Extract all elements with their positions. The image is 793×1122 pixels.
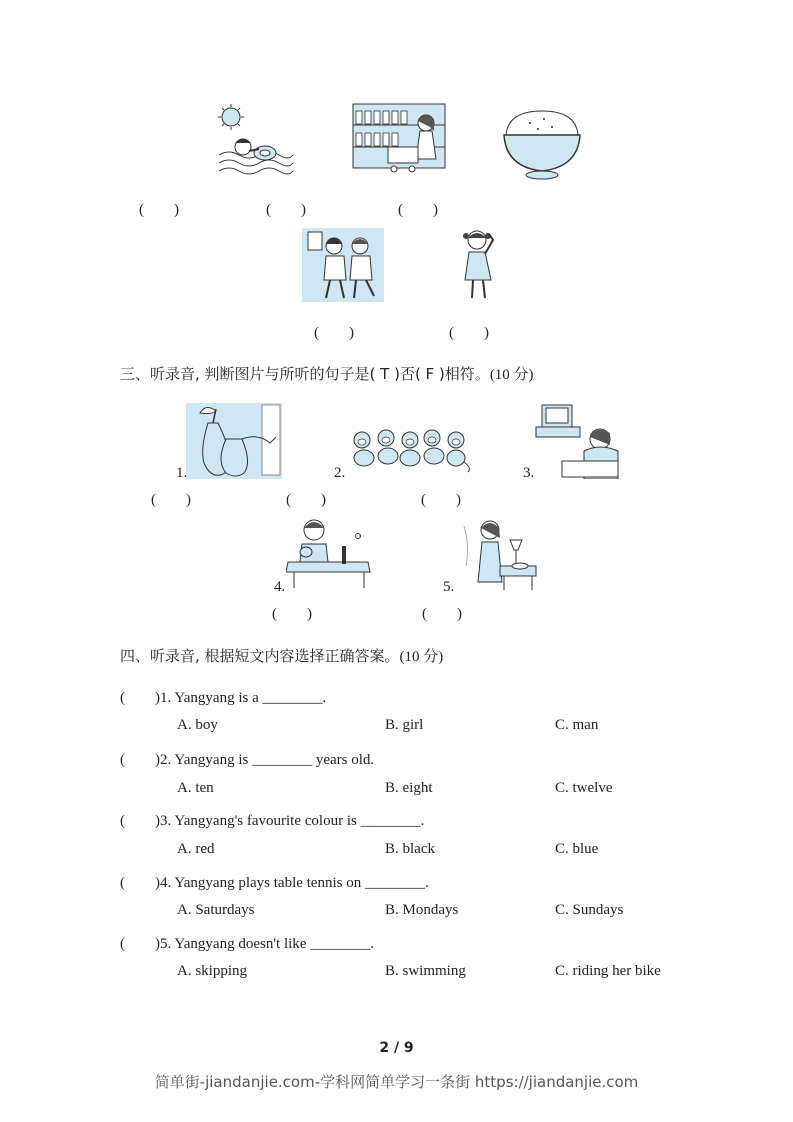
- answer-blank[interactable]: ( ): [272, 606, 312, 622]
- item-number: 5.: [443, 579, 455, 595]
- answer-blank[interactable]: ( ): [266, 202, 306, 218]
- option-b[interactable]: B. swimming: [385, 963, 466, 979]
- item-number: 1.: [176, 465, 188, 481]
- option-c[interactable]: C. riding her bike: [555, 963, 661, 979]
- question-2: ( )2. Yangyang is ________ years old.: [120, 752, 375, 768]
- option-a[interactable]: A. ten: [177, 780, 214, 796]
- option-a[interactable]: A. red: [177, 841, 215, 857]
- answer-blank[interactable]: ( ): [286, 492, 326, 508]
- question-3: ( )3. Yangyang's favourite colour is ________.: [120, 813, 425, 829]
- option-c[interactable]: C. man: [555, 717, 599, 733]
- option-b[interactable]: B. Mondays: [385, 902, 459, 918]
- answer-blank[interactable]: ( ): [422, 606, 462, 622]
- supermarket-shopping-picture: [352, 103, 446, 179]
- item-number: 3.: [523, 465, 535, 481]
- answer-blank[interactable]: ( ): [421, 492, 461, 508]
- monkeys-picture: [348, 426, 474, 474]
- section-3-title: 三、听录音, 判断图片与所听的句子是( T )否( F )相符。: [120, 365, 490, 383]
- section-3-points: (10 分): [489, 367, 534, 383]
- option-c[interactable]: C. twelve: [555, 780, 613, 796]
- option-b[interactable]: B. black: [385, 841, 435, 857]
- answer-blank[interactable]: ( ): [314, 325, 354, 341]
- section-3-heading: [120, 363, 534, 384]
- option-b[interactable]: B. girl: [385, 717, 424, 733]
- page-number: 2 / 9: [379, 1040, 414, 1056]
- question-4: ( )4. Yangyang plays table tennis on ________.: [120, 875, 429, 891]
- girl-thinking-picture: [455, 226, 503, 304]
- girl-cooking-picture: [460, 516, 538, 592]
- answer-blank[interactable]: ( ): [151, 492, 191, 508]
- answer-blank[interactable]: ( ): [449, 325, 489, 341]
- table-tennis-picture: [286, 516, 372, 590]
- pears-picture: [186, 403, 282, 479]
- footer-watermark: 简单街-jiandanjie.com-学科网简单学习一条街 https://jiandanjie.com: [154, 1073, 639, 1091]
- kids-walking-picture: [302, 228, 384, 304]
- answer-blank[interactable]: ( ): [398, 202, 438, 218]
- man-watching-tv-picture: [534, 403, 620, 479]
- item-number: 4.: [274, 579, 286, 595]
- section-4-title: 四、听录音, 根据短文内容选择正确答案。: [120, 647, 400, 665]
- answer-blank[interactable]: ( ): [139, 202, 179, 218]
- option-a[interactable]: A. skipping: [177, 963, 248, 979]
- option-b[interactable]: B. eight: [385, 780, 433, 796]
- swimming-boy-picture: [215, 103, 295, 179]
- option-c[interactable]: C. blue: [555, 841, 599, 857]
- question-5: ( )5. Yangyang doesn't like ________.: [120, 936, 374, 952]
- option-c[interactable]: C. Sundays: [555, 902, 624, 918]
- question-1: ( )1. Yangyang is a ________.: [120, 690, 327, 706]
- rice-bowl-picture: [500, 105, 584, 181]
- option-a[interactable]: A. boy: [177, 717, 218, 733]
- item-number: 2.: [334, 465, 346, 481]
- option-a[interactable]: A. Saturdays: [177, 902, 255, 918]
- section-4-heading: [120, 645, 443, 666]
- section-4-points: (10 分): [399, 649, 444, 665]
